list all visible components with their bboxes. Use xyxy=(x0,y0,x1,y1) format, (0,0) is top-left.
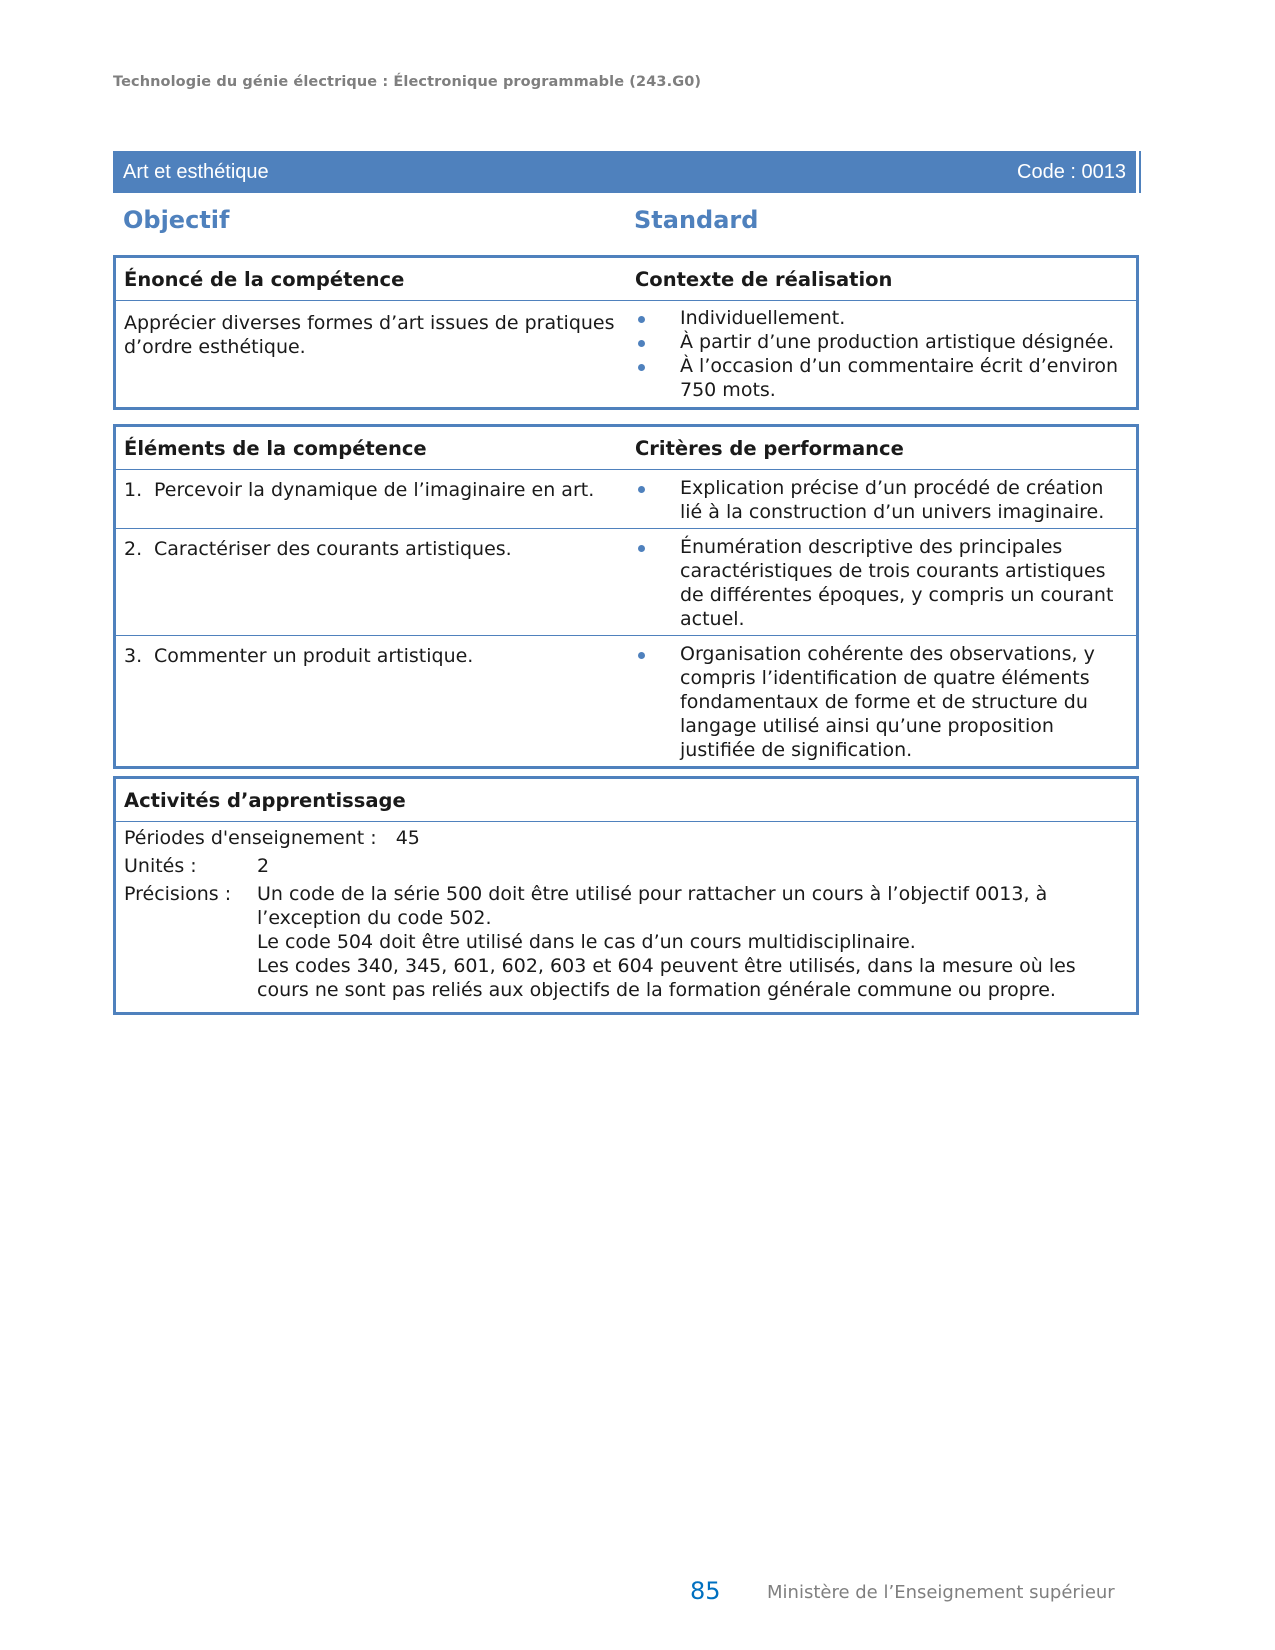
title-bar xyxy=(113,151,1139,193)
list-item: À partir d’une production artistique désignée. xyxy=(635,330,1128,354)
competence-statement: Apprécier diverses formes d’art issues de pratiques d’ordre esthétique. xyxy=(124,312,615,358)
competence-table xyxy=(113,255,1139,410)
periods-label: Périodes d'enseignement : xyxy=(124,827,377,849)
elements-table xyxy=(113,424,1139,769)
units-value: 2 xyxy=(257,855,270,877)
precisions-label: Précisions : xyxy=(124,883,232,905)
precisions-list xyxy=(257,882,1128,1002)
table-row xyxy=(116,470,1136,529)
element-number: 3. xyxy=(124,645,143,667)
section-standard: Standard xyxy=(634,206,759,234)
course-code: Code : 0013 xyxy=(1017,160,1126,183)
table-row xyxy=(116,529,1136,636)
element-number: 2. xyxy=(124,538,143,560)
publisher: Ministère de l’Enseignement supérieur xyxy=(767,1582,1115,1603)
running-head: Technologie du génie électrique : Électronique programmable (243.G0) xyxy=(113,74,702,90)
table-row xyxy=(116,636,1136,766)
precision-item: Un code de la série 500 doit être utilisé pour rattacher un cours à l’objectif 0013, à l’exception du code 502. xyxy=(257,883,1048,929)
precision-item: Les codes 340, 345, 601, 602, 603 et 604 peuvent être utilisés, dans la mesure où les cours ne sont pas reliés aux objectifs de la formation générale commune ou propre. xyxy=(257,955,1076,1001)
list-item: Individuellement. xyxy=(635,306,1128,330)
element-text: Caractériser des courants artistiques. xyxy=(154,538,512,560)
context-list xyxy=(635,306,1128,402)
precision-item: Le code 504 doit être utilisé dans le cas d’un cours multidisciplinaire. xyxy=(257,931,916,953)
table-header-row xyxy=(116,258,1136,301)
activities-table xyxy=(113,776,1139,1015)
criteria-item: Explication précise d’un procédé de création lié à la construction d’un univers imaginaire. xyxy=(635,476,1128,524)
course-title: Art et esthétique xyxy=(123,160,269,183)
activities-header: Activités d’apprentissage xyxy=(124,789,406,812)
section-objectif: Objectif xyxy=(123,206,230,234)
element-text: Percevoir la dynamique de l’imaginaire en art. xyxy=(154,479,595,501)
table-row xyxy=(116,301,1136,407)
element-text: Commenter un produit artistique. xyxy=(154,645,474,667)
list-item: À l’occasion d’un commentaire écrit d’environ 750 mots. xyxy=(635,354,1128,402)
criteria-header: Critères de performance xyxy=(635,437,904,460)
element-number: 1. xyxy=(124,479,143,501)
table-header-row xyxy=(116,427,1136,470)
elements-header: Éléments de la compétence xyxy=(124,437,427,460)
table-header-row xyxy=(116,779,1136,822)
units-label: Unités : xyxy=(124,855,197,877)
context-header: Contexte de réalisation xyxy=(635,268,893,291)
page-number: 85 xyxy=(690,1577,721,1605)
activities-body xyxy=(116,822,1136,1012)
criteria-item: Énumération descriptive des principales caractéristiques de trois courants artistiques de différentes époques, y compris un courant actuel. xyxy=(635,535,1128,631)
periods-value: 45 xyxy=(395,827,420,849)
competence-header: Énoncé de la compétence xyxy=(124,268,405,291)
criteria-item: Organisation cohérente des observations, y compris l’identification de quatre éléments fondamentaux de forme et de structure du langage utilisé ainsi qu’une proposition justifiée de signification. xyxy=(635,642,1128,762)
